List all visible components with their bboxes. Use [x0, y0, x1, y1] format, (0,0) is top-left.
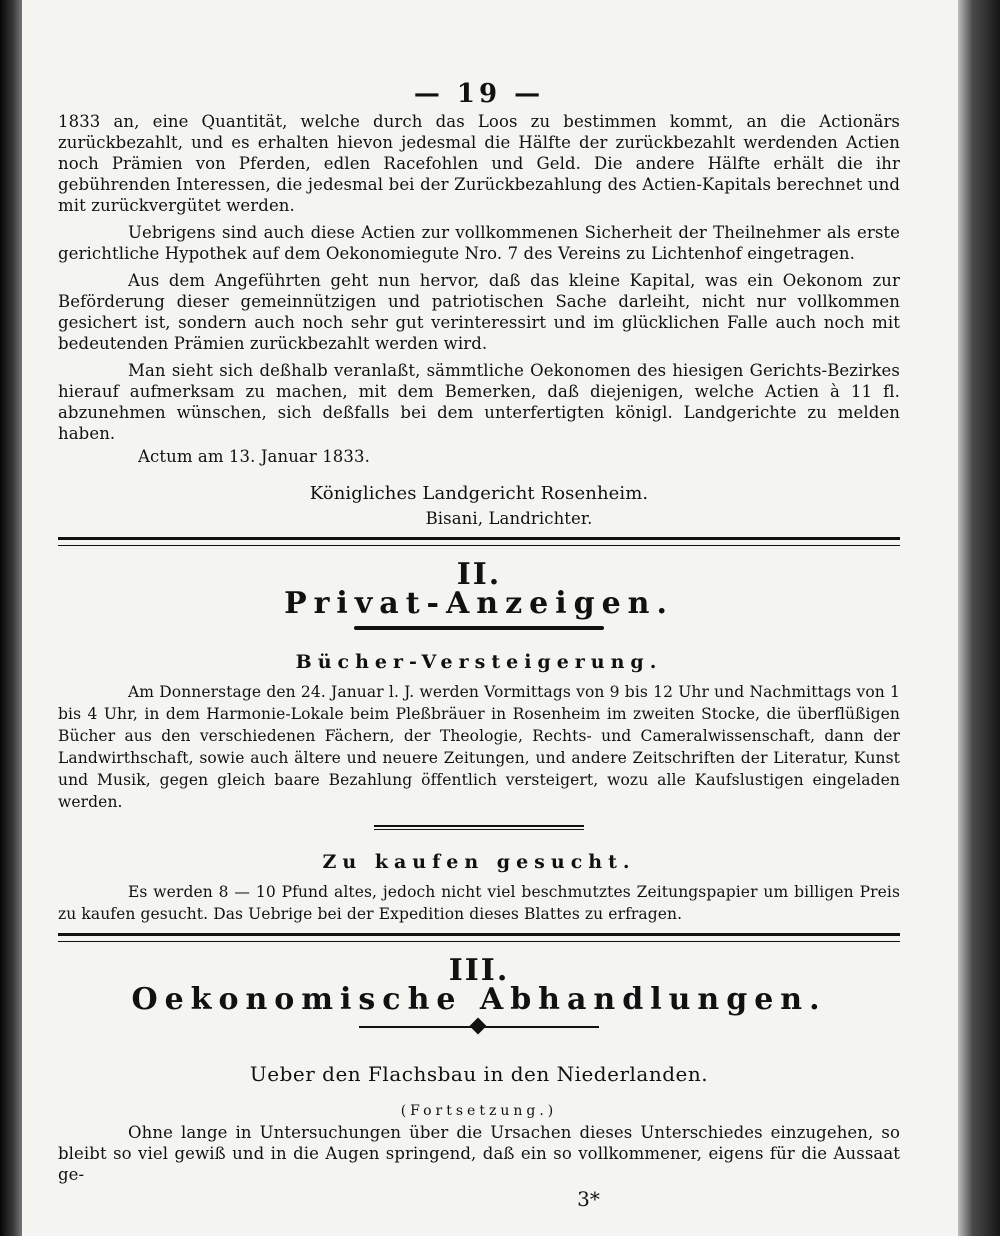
paragraph-announcement: Man sieht sich deßhalb veranlaßt, sämmtliche Oekonomen des hiesigen Gerichts-Bezirkes hierauf aufmerksam zu machen, mit dem Bemerken, daß diejenigen, welche Actien à 11 fl. abzunehmen wünschen, sich deßfalls bei dem unterfertigten königl. Landgerichte zu melden haben.	[58, 361, 900, 443]
paragraph-flax: Ohne lange in Untersuchungen über die Ursachen dieses Unterschiedes einzugehen, so bleibt so viel gewiß und in die Augen springend, daß ein so vollkommener, eigens für die Aussaat ge-	[58, 1123, 900, 1184]
title-underline	[354, 626, 604, 630]
authority-name: Königliches Landgericht Rosenheim.	[309, 483, 649, 504]
signer-name: Bisani, Landrichter.	[425, 509, 593, 528]
section-2-number: II.	[456, 557, 502, 592]
section-3-number: III.	[448, 953, 510, 988]
section-3-title: Oekonomische Abhandlungen.	[131, 982, 827, 1017]
article-title: Ueber den Flachsbau in den Niederlanden.	[249, 1062, 709, 1086]
section-2-title: Privat-Anzeigen.	[284, 586, 674, 621]
date-line: Actum am 13. Januar 1833.	[138, 447, 370, 466]
wanted-heading: Zu kaufen gesucht.	[322, 851, 636, 873]
signature-mark: 3*	[577, 1187, 600, 1211]
section-divider-2	[58, 933, 900, 942]
paragraph-mortgage: Uebrigens sind auch diese Actien zur vollkommenen Sicherheit der Theilnehmer als erste gerichtliche Hypothek auf dem Oekonomiegute Nro. 7 des Vereins zu Lichtenhof eingetragen.	[58, 223, 900, 263]
scan-shadow-left	[0, 0, 22, 1236]
continuation-note: (Fortsetzung.)	[400, 1103, 558, 1119]
document-page	[22, 0, 960, 1236]
paragraph-capital: Aus dem Angeführten geht nun hervor, daß das kleine Kapital, was ein Oekonom zur Beförderung dieser gemeinnützigen und patriotischen Sache darleiht, nicht nur vollkommen gesichert ist, sondern auch noch sehr gut verinteressirt und im glücklichen Falle auch noch mit bedeutenden Prämien zurückbezahlt werden wird.	[58, 271, 900, 353]
ornament-divider	[359, 1020, 599, 1034]
book-auction-heading: Bücher-Versteigerung.	[295, 651, 663, 673]
section-divider	[58, 537, 900, 546]
book-auction-text: Am Donnerstage den 24. Januar l. J. werden Vormittags von 9 bis 12 Uhr und Nachmittags von 1 bis 4 Uhr, in dem Harmonie-Lokale beim Pleßbräuer in Rosenheim im zweiten Stocke, die überflüßigen Bücher aus den verschiedenen Fächern, der Theologie, Rechts- und Cameralwissenschaft, dann der Landwirthschaft, sowie auch ältere und neuere Zeitungen, und andere Zeitschriften der Literatur, Kunst und Musik, gegen gleich baare Bezahlung öffentlich versteigert, wozu alle Kaufslustigen eingeladen werden.	[58, 683, 900, 811]
paragraph-lottery: 1833 an, eine Quantität, welche durch das Loos zu bestimmen kommt, an die Actionärs zurückbezahlt, und es erhalten hievon jedesmal die Hälfte der zurückbezahlt werdenden Actien noch Prämien von Pferden, edlen Racefohlen und Geld. Die andere Hälfte erhält die ihr gebührenden Interessen, die jedesmal bei der Zurückbezahlung des Actien-Kapitals berechnet und mit zurückvergütet werden.	[58, 112, 900, 215]
page-content	[58, 79, 900, 1211]
page-number: — 19 —	[413, 79, 545, 109]
scan-shadow-right	[958, 0, 1000, 1236]
wanted-text: Es werden 8 — 10 Pfund altes, jedoch nicht viel beschmutztes Zeitungspapier um billigen Preis zu kaufen gesucht. Das Uebrige bei der Expedition dieses Blattes zu erfragen.	[58, 883, 900, 923]
ornament-diamond	[470, 1018, 487, 1035]
notice-divider	[374, 825, 584, 830]
